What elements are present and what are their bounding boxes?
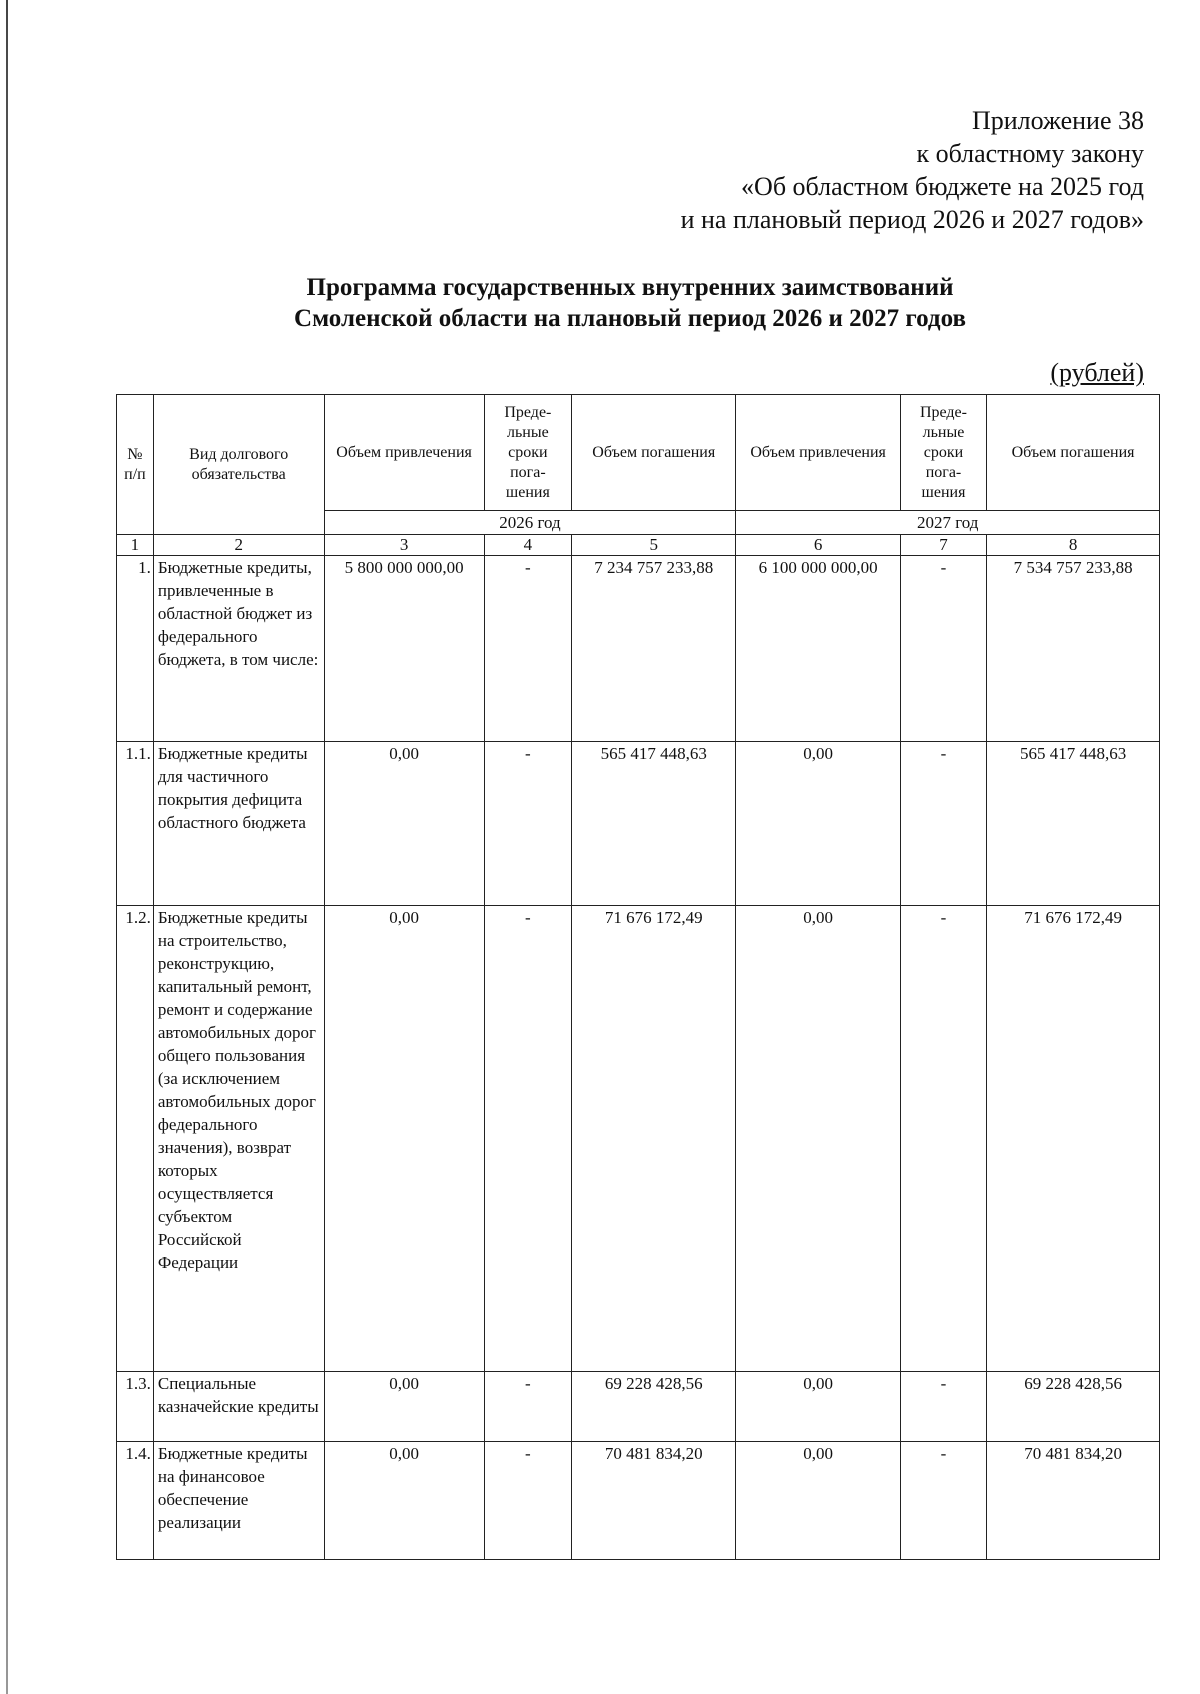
row-term-2026: - (484, 1372, 571, 1442)
row-term-2027: - (900, 556, 986, 742)
row-attract-2026: 0,00 (324, 1442, 484, 1560)
row-term-2027: - (900, 906, 986, 1372)
table-row (117, 1372, 1160, 1442)
table-row (117, 742, 1160, 906)
row-attract-2027: 0,00 (736, 1442, 900, 1560)
row-type: Бюджетные кредиты на финансовое обеспечение реализации (153, 1442, 324, 1560)
row-repay-2026: 7 234 757 233,88 (572, 556, 736, 742)
appendix-header-line: Приложение 38 (971, 106, 1144, 135)
row-repay-2026: 565 417 448,63 (572, 742, 736, 906)
row-repay-2027: 70 481 834,20 (987, 1442, 1160, 1560)
row-attract-2027: 6 100 000 000,00 (736, 556, 900, 742)
column-number: 6 (736, 535, 900, 556)
row-type: Бюджетные кредиты на строительство, реконструкцию, капитальный ремонт, ремонт и содержание автомобильных дорог общего пользования (за исключением автомобильных дорог федерального значения), возврат которых осуществляется субъектом Российской Федерации (153, 906, 324, 1372)
borrowings-table (116, 394, 1160, 1560)
row-type: Бюджетные кредиты, привлеченные в областной бюджет из федерального бюджета, в том числе: (153, 556, 324, 742)
row-term-2027: - (900, 1442, 986, 1560)
row-number: 1.3. (117, 1372, 154, 1442)
row-attract-2027: 0,00 (736, 906, 900, 1372)
row-number: 1.4. (117, 1442, 154, 1560)
table-header-row (117, 395, 1160, 511)
header-year-2026: 2026 год (324, 511, 736, 535)
row-number: 1.1. (117, 742, 154, 906)
table-row (117, 556, 1160, 742)
row-type: Специальные казначейские кредиты (153, 1372, 324, 1442)
table-row (117, 906, 1160, 1372)
row-attract-2027: 0,00 (736, 742, 900, 906)
row-number: 1.2. (117, 906, 154, 1372)
row-repay-2026: 71 676 172,49 (572, 906, 736, 1372)
row-repay-2027: 7 534 757 233,88 (987, 556, 1160, 742)
header-term-2026: Преде-льные сроки пога-шения (484, 395, 571, 511)
row-term-2026: - (484, 742, 571, 906)
row-term-2026: - (484, 1442, 571, 1560)
column-number: 2 (153, 535, 324, 556)
header-attract-2026: Объем привлечения (324, 395, 484, 511)
scan-border-line (6, 0, 8, 1694)
header-term-2027: Преде-льные сроки пога-шения (900, 395, 986, 511)
row-term-2027: - (900, 742, 986, 906)
row-term-2026: - (484, 556, 571, 742)
row-attract-2026: 0,00 (324, 742, 484, 906)
row-term-2027: - (900, 1372, 986, 1442)
units-label: (рублей) (1050, 358, 1144, 387)
document-title-line-2: Смоленской области на плановый период 2026 и 2027 годов (294, 305, 966, 332)
column-number: 8 (987, 535, 1160, 556)
column-number-row (117, 535, 1160, 556)
row-attract-2026: 5 800 000 000,00 (324, 556, 484, 742)
row-repay-2027: 69 228 428,56 (987, 1372, 1160, 1442)
row-number: 1. (117, 556, 154, 742)
row-repay-2027: 71 676 172,49 (987, 906, 1160, 1372)
row-attract-2026: 0,00 (324, 906, 484, 1372)
document-title-line-1: Программа государственных внутренних заимствований (306, 274, 954, 301)
column-number: 1 (117, 535, 154, 556)
header-repay-2027: Объем погашения (987, 395, 1160, 511)
appendix-header-line: к областному закону (916, 139, 1144, 168)
document-title (180, 272, 1080, 334)
header-repay-2026: Объем погашения (572, 395, 736, 511)
column-number: 4 (484, 535, 571, 556)
row-attract-2026: 0,00 (324, 1372, 484, 1442)
appendix-header-line: и на плановый период 2026 и 2027 годов» (680, 205, 1144, 234)
header-no: № п/п (117, 395, 154, 535)
table-row (117, 1442, 1160, 1560)
appendix-header (681, 104, 1144, 236)
header-year-2027: 2027 год (736, 511, 1160, 535)
header-attract-2027: Объем привлечения (736, 395, 900, 511)
appendix-header-line: «Об областном бюджете на 2025 год (741, 172, 1144, 201)
header-type: Вид долгового обязательства (153, 395, 324, 535)
row-attract-2027: 0,00 (736, 1372, 900, 1442)
row-repay-2027: 565 417 448,63 (987, 742, 1160, 906)
column-number: 3 (324, 535, 484, 556)
column-number: 5 (572, 535, 736, 556)
row-repay-2026: 69 228 428,56 (572, 1372, 736, 1442)
row-term-2026: - (484, 906, 571, 1372)
row-type: Бюджетные кредиты для частичного покрытия дефицита областного бюджета (153, 742, 324, 906)
row-repay-2026: 70 481 834,20 (572, 1442, 736, 1560)
column-number: 7 (900, 535, 986, 556)
